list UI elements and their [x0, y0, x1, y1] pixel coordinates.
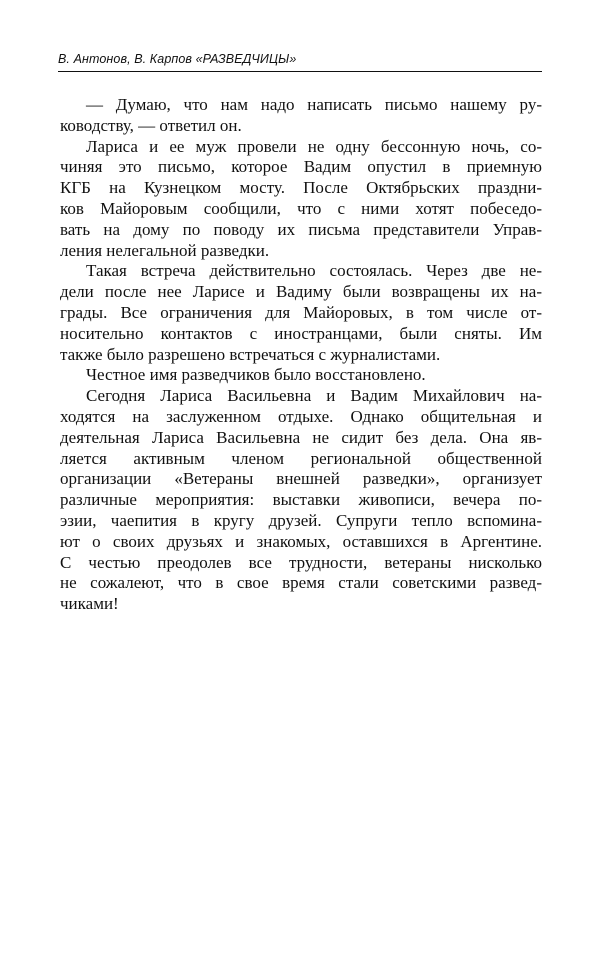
page-header	[58, 52, 542, 72]
text-line: не сожалеют, что в свое время стали советскими развед-	[60, 573, 542, 593]
text-line: ления нелегальной разведки.	[60, 240, 270, 260]
text-line: деятельная Лариса Васильевна не сидит без дела. Она яв-	[60, 427, 542, 447]
text-line: чиками!	[60, 594, 119, 614]
text-line: ют о своих друзьях и знакомых, оставшихся в Аргентине.	[60, 531, 542, 551]
text-line: носительно контактов с иностранцами, были сняты. Им	[60, 323, 542, 343]
text-line: Сегодня Лариса Васильевна и Вадим Михайлович на-	[86, 386, 542, 406]
text-line: также было разрешено встречаться с журналистами.	[60, 344, 441, 364]
text-line: вать на дому по поводу их письма представители Управ-	[60, 219, 542, 239]
running-head: В. Антонов, В. Карпов «РАЗВЕДЧИЦЫ»	[58, 52, 297, 66]
text-line: С честью преодолев все трудности, ветераны нисколько	[60, 552, 542, 572]
text-line: ководству, — ответил он.	[60, 115, 242, 135]
text-line: дели после нее Ларисе и Вадиму были возвращены их на-	[60, 282, 542, 302]
text-line: — Думаю, что нам надо написать письмо нашему ру-	[86, 95, 542, 114]
text-line: ходятся на заслуженном отдыхе. Однако общительная и	[60, 406, 542, 426]
text-line: Такая встреча действительно состоялась. Через две не-	[86, 261, 542, 281]
text-line: Честное имя разведчиков было восстановлено.	[86, 365, 426, 385]
text-line: ков Майоровым сообщили, что с ними хотят побеседо-	[60, 198, 542, 218]
text-line: КГБ на Кузнецком мосту. После Октябрьских праздни-	[60, 178, 542, 198]
text-line: организации «Ветераны внешней разведки», организует	[60, 469, 542, 489]
text-line: различные мероприятия: выставки живописи, вечера по-	[60, 490, 542, 510]
page-body	[60, 95, 542, 615]
text-line: чиняя это письмо, которое Вадим опустил в приемную	[60, 157, 542, 177]
text-line: эзии, чаепития в кругу друзей. Супруги тепло вспомина-	[60, 510, 542, 530]
text-line: Лариса и ее муж провели не одну бессонную ночь, со-	[86, 136, 542, 156]
header-rule	[58, 71, 542, 72]
text-line: грады. Все ограничения для Майоровых, в том числе от-	[60, 302, 542, 322]
text-line: ляется активным членом региональной общественной	[60, 448, 542, 468]
